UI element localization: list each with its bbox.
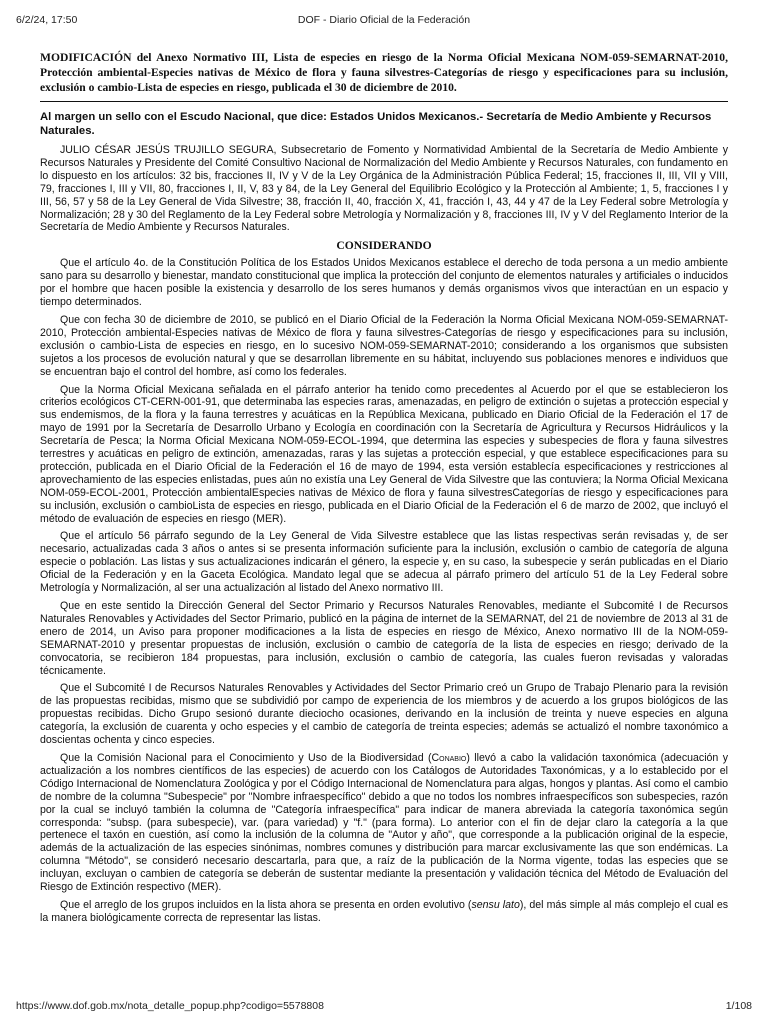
document-heading: MODIFICACIÓN del Anexo Normativo III, Lista de especies en riesgo de la Norma Oficial Mexicana NOM-059-SEMARNAT-2010, Protección ambiental-Especies nativas de México de flora y fauna silvestres-Categorías de riesgo y especificaciones para su inclusión, exclusión o cambio-Lista de especies en riesgo, publicada el 30 de diciembre de 2010. bbox=[40, 51, 728, 94]
paragraph-7-rest: ) llevó a cabo la validación taxonómica (adecuación y actualización a los nombres científicos de las especies) de acuerdo con los Catálogos de Autoridades Taxonómicas, y a lo establecido por el Código Internacional de Nomenclatura Zoológica y por el Código Internacional de Nomenclatura para algas, hongos y plantas. Así como el cambio de nombre de la columna "Subespecie" por "Nombre infraespecífico" debido a que no todos los nombres infraespecíficos son subespecies, razón por la cual se incluyó también la columna de "Categoría infraespecífica" para indicar de manera abreviada la categoría taxonómica según corresponda: "subsp. (para subespecie), var. (para variedad) y "f." (para forma). Lo anterior con el fin de dejar claro la categoría a la que pertenece el taxón en cuestión, así como la inclusión de la columna de "Autor y año", que corresponde a la publicación original de la especie, además de la actualización de las especies sinónimas, nombres comunes y distribución para marcar exclusivamente las que son endémicas. La columna "Método", se consideró necesario descartarla, para que, a raíz de la publicación de la Norma vigente, todas las especies que se incluyan, excluyan o cambien de categoría se deberán de sustentar mediante la presentación y validación técnica del Método de Evaluación del Riesgo de Extinción respectivo (MER). bbox=[40, 751, 728, 894]
intro-paragraph: JULIO CÉSAR JESÚS TRUJILLO SEGURA, Subsecretario de Fomento y Normatividad Ambiental de la Secretaría de Medio Ambiente y Recursos Naturales y Presidente del Comité Consultivo Nacional de Normalización del Medio Ambiente y Recursos Naturales, con fundamento en lo dispuesto en los artículos: 32 bis, fracciones II, IV y V de la Ley Orgánica de la Administración Pública Federal; 15, fracciones II, III, VII y VIII, 79, fracciones I, III y VII, 80, fracciones I, II, V, 83 y 84, de la Ley General del Equilibrio Ecológico y la Protección al Ambiente; 1, 5, fracciones I y III, 56, 57 y 58 de la Ley General de Vida Silvestre; 38, fracción II, 40, fracción X, 41, fracción I, 43, 44 y 47 de la Ley Federal sobre Metrología y Normalización; 28 y 30 del Reglamento de la Ley Federal sobre Metrología y Normalización y 8, fracciones III, IV y V del Reglamento Interior de la Secretaría de Medio Ambiente y Recursos Naturales. bbox=[40, 144, 728, 234]
conabio-acronym: Conabio bbox=[431, 751, 467, 764]
paragraph-8-start: Que el arreglo de los grupos incluidos en la lista ahora se presenta en orden evolutivo ( bbox=[60, 898, 472, 911]
paragraph-1: Que el artículo 4o. de la Constitución Política de los Estados Unidos Mexicanos establece el derecho de toda persona a un medio ambiente sano para su desarrollo y bienestar, mandato constitucional que implica la protección del conjunto de elementos naturales y artificiales o inducidos por el hombre que hacen posible la existencia y desarrollo de los seres humanos y demás organismos vivos que interactúan en un espacio y tiempo determinados. bbox=[40, 257, 728, 309]
paragraph-8 bbox=[40, 899, 728, 925]
considerando-title: CONSIDERANDO bbox=[336, 239, 432, 253]
paragraph-2: Que con fecha 30 de diciembre de 2010, se publicó en el Diario Oficial de la Federación la Norma Oficial Mexicana NOM-059-SEMARNAT-2010, Protección ambiental-Especies nativas de México de flora y fauna silvestres-Categorías de riesgo y especificaciones para su inclusión, exclusión o cambio-Lista de especies en riesgo, en lo sucesivo NOM-059-SEMARNAT-2010; considerando a los organismos que subsisten sujetos a los procesos de evolución natural y que se desarrollan libremente en su hábitat, incluyendo sus poblaciones menores e individuos que se encuentran bajo el control del hombre, así como los federales. bbox=[40, 313, 728, 378]
paragraph-5: Que en este sentido la Dirección General del Sector Primario y Recursos Naturales Renovables, mediante el Subcomité I de Recursos Naturales Renovables y Actividades del Sector Primario, publicó en la página de internet de la SEMARNAT, del 21 de noviembre de 2013 al 31 de enero de 2014, un Aviso para proponer modificaciones a la lista de especies en riesgo de México, Anexo normativo III de la NOM-059-SEMARNAT-2010 y presentar propuestas de inclusión, exclusión o cambio de categoría de la lista de especies en riesgo; derivado de la convocatoria, se recibieron 184 propuestas, para inclusión, exclusión o cambio de categoría, las cuales fueron revisadas y valoradas técnicamente. bbox=[40, 600, 728, 677]
document-body bbox=[40, 50, 728, 930]
paragraph-3: Que la Norma Oficial Mexicana señalada en el párrafo anterior ha tenido como precedentes al Acuerdo por el que se establecieron los criterios ecológicos CT-CERN-001-91, que determinaba las especies raras, amenazadas, en peligro de extinción o sujetas a protección especial y sus endemismos, de la flora y la fauna terrestres y acuáticas en la República Mexicana, publicado en Diario Oficial de la Federación el 17 de mayo de 1991 por la Secretaría de Desarrollo Urbano y Ecología en coordinación con la Secretaría de Agricultura y Recursos Hidráulicos y la Secretaría de Pesca; la Norma Oficial Mexicana NOM-059-ECOL-1994, que determina las especies y subespecies de flora y fauna silvestres terrestres y acuáticas en peligro de extinción, amenazadas, raras y las sujetas a protección especial, y que establece especificaciones para su protección, publicada en el Diario Oficial de la Federación el 16 de mayo de 1994, esta versión establecía especificaciones y restricciones al aprovechamiento de las especies enlistadas, pues aún no existía una Ley General de Vida Silvestre que las contuviera; la Norma Oficial Mexicana NOM-059-ECOL-2001, Protección ambientalEspecies nativas de México de flora y fauna silvestresCategorías de riesgo y especificaciones para su inclusión, exclusión o cambioLista de especies en riesgo, publicada en el Diario Oficial de la Federación el 6 de marzo de 2002, que incluyó el método de evaluación de especies en riesgo (MER). bbox=[40, 383, 728, 525]
paragraph-7 bbox=[40, 752, 728, 894]
print-url: https://www.dof.gob.mx/nota_detalle_popup.php?codigo=5578808 bbox=[16, 1000, 324, 1012]
print-page-title: DOF - Diario Oficial de la Federación bbox=[297, 14, 471, 26]
heading-divider bbox=[40, 101, 728, 102]
print-datetime: 6/2/24, 17:50 bbox=[16, 14, 78, 26]
seal-line: Al margen un sello con el Escudo Nacional, que dice: Estados Unidos Mexicanos.- Secretaría de Medio Ambiente y Recursos Naturales. bbox=[40, 111, 712, 137]
print-footer bbox=[16, 1000, 752, 1014]
paragraph-4: Que el artículo 56 párrafo segundo de la Ley General de Vida Silvestre establece que las listas respectivas serán revisadas y, de ser necesario, actualizadas cada 3 años o antes si se presenta información suficiente para la inclusión, exclusión o cambio de categoría de alguna especie o población. Las listas y sus actualizaciones indicarán el género, la especie y, en su caso, la subespecie y serán publicadas en el Diario Oficial de la Federación y en la Gaceta Ecológica. Mandato legal que se adecua al párrafo primero del artículo 51 de la Ley Federal sobre Metrología y Normalización, al ser una actualización al listado del Anexo normativo III. bbox=[40, 530, 728, 595]
print-header bbox=[16, 14, 752, 28]
paragraph-7-start: Que la Comisión Nacional para el Conocimiento y Uso de la Biodiversidad ( bbox=[60, 751, 432, 764]
paragraph-8-rest: ), del más simple al más complejo el cual es la manera biológicamente correcta de representar las listas. bbox=[40, 898, 729, 924]
sensu-lato: sensu lato bbox=[471, 898, 520, 911]
print-page-indicator: 1/108 bbox=[725, 1000, 752, 1012]
paragraph-6: Que el Subcomité I de Recursos Naturales Renovables y Actividades del Sector Primario creó un Grupo de Trabajo Plenario para la revisión de las propuestas recibidas, mismo que se subdividió por campo de experiencia de los miembros y de acuerdo a los grupos biológicos de las propuestas recibidas. Dicho Grupo sesionó durante dieciocho ocasiones, derivando en la inclusión de treinta y nueve especies en alguna categoría, la exclusión de cuarenta y ocho especies y el cambio de categoría de treinta especies; además se actualizó el nombre taxonómico a doscientas ochenta y cinco especies. bbox=[40, 682, 728, 747]
